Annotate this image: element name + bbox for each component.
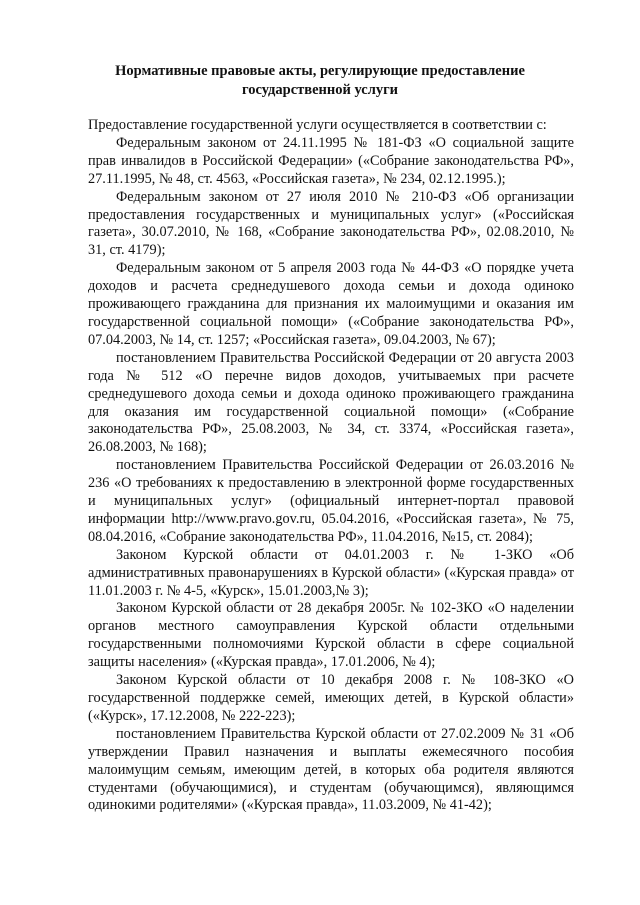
paragraph-federal-law-210: Федеральным законом от 27 июля 2010 № 210-ФЗ «Об организации предоставления государственных и муниципальных услуг» («Российская газета», 30.07.2010, № 168, «Собрание законодательства РФ», 02.08.2010, № 31, ст. 4179);	[88, 188, 574, 259]
paragraph-federal-law-44: Федеральным законом от 5 апреля 2003 года № 44-ФЗ «О порядке учета доходов и расчета среднедушевого дохода семьи и дохода одиноко проживающего гражданина для признания их малоимущими и оказания им государственной социальной помощи» («Собрание законодательства РФ», 07.04.2003, № 14, ст. 1257; «Российская газета», 09.04.2003, № 67);	[88, 260, 574, 348]
paragraph-kursk-decree-31: постановлением Правительства Курской области от 27.02.2009 № 31 «Об утверждении Правил назначения и выплаты ежемесячного пособия малоимущим семьям, имеющим детей, в которых оба родителя являются студентами (обучающимися), и студентам (обучающимся), являющимся одинокими родителями» («Курская правда», 11.03.2009, № 41-42);	[88, 725, 574, 814]
intro-paragraph: Предоставление государственной услуги осуществляется в соответствии с:	[88, 117, 547, 133]
document-title: Нормативные правовые акты, регулирующие предоставление государственной услуги	[115, 63, 525, 98]
paragraph-kursk-law-1: Законом Курской области от 04.01.2003 г. № 1-ЗКО «Об административных правонарушениях в Курской области» («Курская правда» от 11.01.2003 г. № 4-5, «Курск», 15.01.2003,№ 3);	[88, 546, 574, 599]
paragraph-government-decree-512: постановлением Правительства Российской Федерации от 20 августа 2003 года № 512 «О перечне видов доходов, учитываемых при расчете среднедушевого дохода семьи и дохода одиноко проживающего гражданина для оказания им государственной социальной помощи» («Собрание законодательства РФ», 25.08.2003, № 34, ст. 3374, «Российская газета», 26.08.2003, № 168);	[88, 349, 574, 456]
paragraph-federal-law-181: Федеральным законом от 24.11.1995 № 181-ФЗ «О социальной защите прав инвалидов в Российской Федерации» («Собрание законодательства РФ», 27.11.1995, № 48, ст. 4563, «Российская газета», № 234, 02.12.1995.);	[88, 134, 574, 187]
paragraph-kursk-law-108: Законом Курской области от 10 декабря 2008 г. № 108-ЗКО «О государственной поддержке семей, имеющих детей, в Курской области» («Курск», 17.12.2008, № 222-223);	[88, 672, 574, 724]
paragraph-government-decree-236: постановлением Правительства Российской Федерации от 26.03.2016 № 236 «О требованиях к предоставлению в электронной форме государственных и муниципальных услуг» (официальный интернет-портал правовой информации http://www.pravo.gov.ru, 05.04.2016, «Российская газета», № 75, 08.04.2016, «Собрание законодательства РФ», 11.04.2016, №15, ст. 2084);	[88, 457, 574, 545]
document-body	[88, 117, 574, 815]
paragraph-kursk-law-102: Законом Курской области от 28 декабря 2005г. № 102-ЗКО «О наделении органов местного самоуправления Курской области отдельными государственными полномочиями Курской области в сфере социальной защиты населения» («Курская правда», 17.01.2006, № 4);	[88, 600, 574, 671]
